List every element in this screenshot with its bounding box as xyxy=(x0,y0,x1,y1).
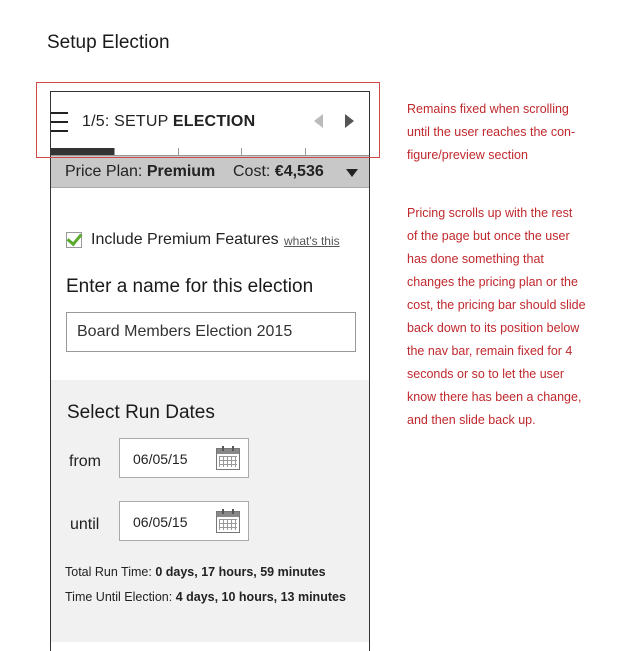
total-run-time-value: 0 days, 17 hours, 59 minutes xyxy=(155,565,326,579)
nav-bar xyxy=(51,92,369,148)
from-label: from xyxy=(69,453,101,470)
note-fixed-nav xyxy=(407,98,607,167)
cost-value: €4,536 xyxy=(274,163,324,180)
total-run-time-label: Total Run Time: xyxy=(65,565,156,579)
step-title xyxy=(82,113,255,131)
page-title: Setup Election xyxy=(47,32,170,53)
premium-features-label: Include Premium Features xyxy=(91,231,279,248)
note-line: know there has been a change, xyxy=(407,390,582,404)
progress-segment xyxy=(242,148,306,155)
progress-segment xyxy=(306,148,369,155)
time-until-election xyxy=(65,590,346,604)
note-line: and then slide back up. xyxy=(407,413,536,427)
pricing-bar[interactable] xyxy=(51,156,369,188)
calendar-icon[interactable] xyxy=(216,511,240,533)
until-label: until xyxy=(70,516,100,533)
note-line: has done something that xyxy=(407,252,544,266)
premium-features-checkbox[interactable] xyxy=(66,232,82,248)
from-date-value: 06/05/15 xyxy=(133,451,188,467)
progress-segment xyxy=(115,148,179,155)
time-until-election-label: Time Until Election: xyxy=(65,590,176,604)
note-line: the nav bar, remain fixed for 4 xyxy=(407,344,573,358)
total-run-time xyxy=(65,565,326,579)
note-line: changes the pricing plan or the xyxy=(407,275,578,289)
progress-segment xyxy=(51,148,115,155)
step-strong: ELECTION xyxy=(172,113,256,130)
election-name-heading: Enter a name for this election xyxy=(66,276,314,297)
note-line: Remains fixed when scrolling xyxy=(407,102,569,116)
note-line: Pricing scrolls up with the rest xyxy=(407,206,573,220)
price-plan xyxy=(65,163,215,181)
whats-this-link[interactable]: what's this xyxy=(284,234,340,248)
run-dates-heading: Select Run Dates xyxy=(67,402,215,423)
run-dates-section xyxy=(51,380,369,642)
from-date-field[interactable] xyxy=(119,438,249,478)
step-prefix: 1/5: SETUP xyxy=(82,113,173,130)
until-date-field[interactable] xyxy=(119,501,249,541)
note-line: figure/preview section xyxy=(407,148,528,162)
time-until-election-value: 4 days, 10 hours, 13 minutes xyxy=(175,590,346,604)
note-pricing-bar xyxy=(407,202,607,432)
note-line: cost, the pricing bar should slide xyxy=(407,298,586,312)
note-line: back down to its position below xyxy=(407,321,580,335)
mobile-wireframe xyxy=(50,91,370,651)
price-plan-value: Premium xyxy=(146,163,216,180)
note-line: of the page but once the user xyxy=(407,229,570,243)
until-date-value: 06/05/15 xyxy=(133,514,188,530)
cost-label: Cost: xyxy=(233,163,275,180)
next-step-icon[interactable] xyxy=(345,114,354,128)
hamburger-menu-icon[interactable] xyxy=(51,112,68,132)
prev-step-icon[interactable] xyxy=(314,114,323,128)
progress-segment xyxy=(179,148,243,155)
price-cost xyxy=(233,163,324,181)
price-plan-label: Price Plan: xyxy=(65,163,147,180)
note-line: seconds or so to let the user xyxy=(407,367,565,381)
chevron-down-icon[interactable] xyxy=(346,169,358,177)
step-progress-bar xyxy=(51,148,369,156)
election-name-input[interactable] xyxy=(66,312,356,352)
note-line: until the user reaches the con- xyxy=(407,125,576,139)
calendar-icon[interactable] xyxy=(216,448,240,470)
